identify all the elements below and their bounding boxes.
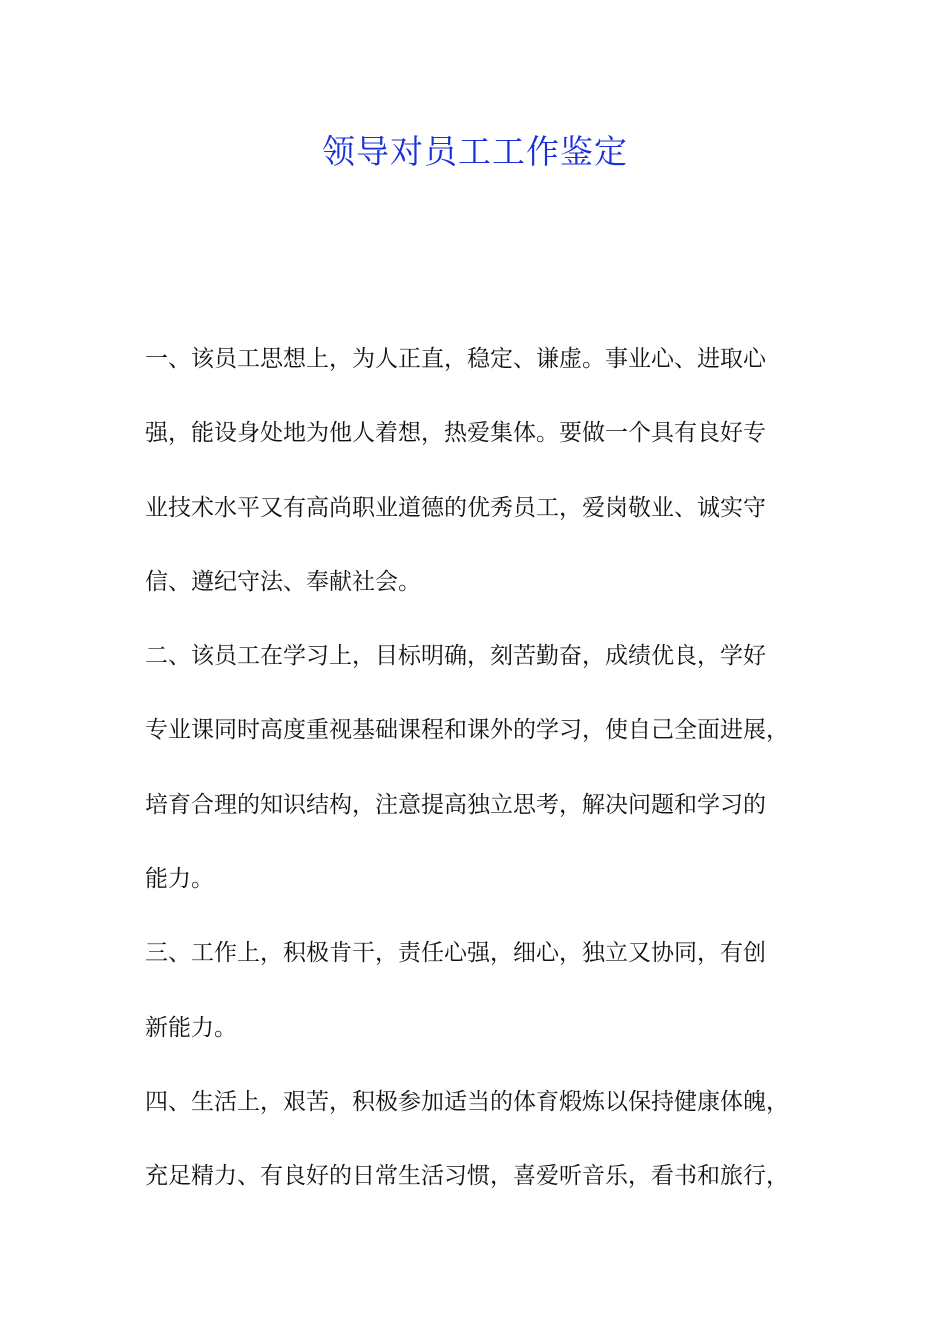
body-line: 强，能设身处地为他人着想，热爱集体。要做一个具有良好专	[145, 420, 766, 447]
document-body	[145, 334, 835, 1226]
body-line: 业技术水平又有高尚职业道德的优秀员工，爱岗敬业、诚实守	[145, 494, 766, 521]
body-line: 专业课同时高度重视基础课程和课外的学习，使自己全面进展，	[145, 717, 789, 744]
body-line: 四、生活上，艰苦，积极参加适当的体育煅炼以保持健康体魄，	[145, 1088, 789, 1115]
body-line: 能力。	[145, 866, 214, 893]
body-line: 充足精力、有良好的日常生活习惯，喜爱听音乐，看书和旅行，	[145, 1163, 789, 1190]
body-line: 培育合理的知识结构，注意提高独立思考，解决问题和学习的	[145, 791, 766, 818]
body-line: 信、遵纪守法、奉献社会。	[145, 568, 421, 595]
body-line: 三、工作上，积极肯干，责任心强，细心，独立又协同，有创	[145, 940, 766, 967]
body-line: 新能力。	[145, 1014, 237, 1041]
body-line: 一、该员工思想上，为人正直，稳定、谦虚。事业心、进取心	[145, 346, 766, 372]
document-title: 领导对员工工作鉴定	[322, 132, 628, 171]
body-line: 二、该员工在学习上，目标明确，刻苦勤奋，成绩优良，学好	[145, 643, 766, 670]
